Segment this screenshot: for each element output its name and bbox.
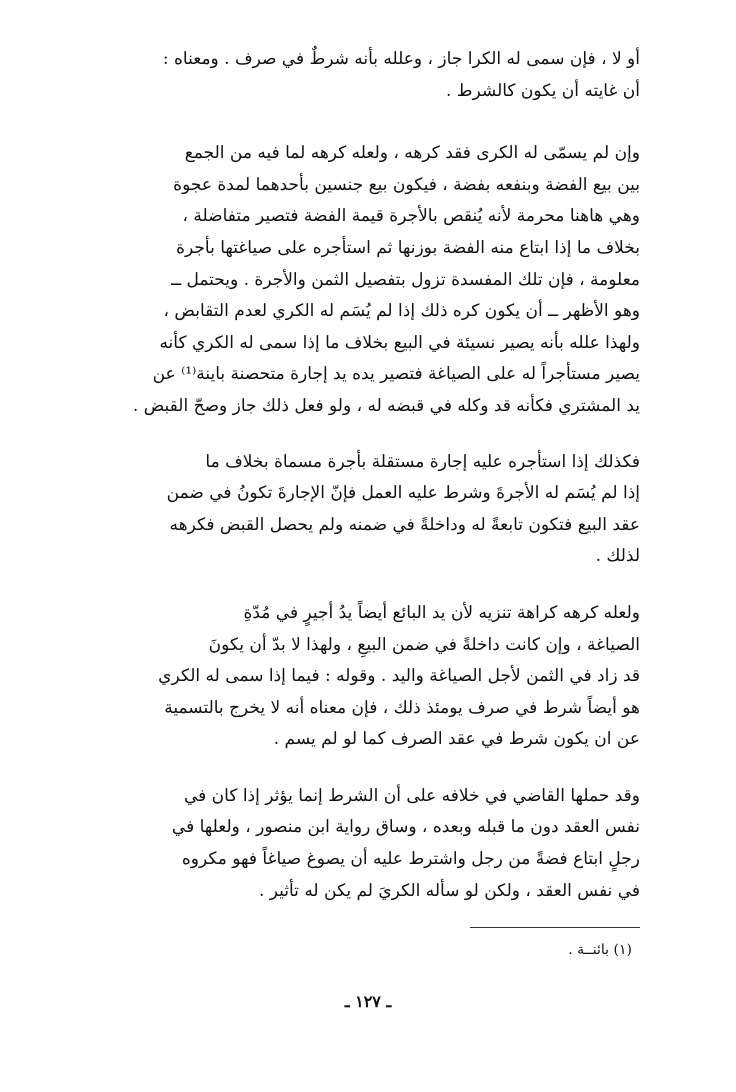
text-line: هو أيضاً شرط في صرف يومئذ ذلك ، فإن معناه أنه لا يخرج بالتسمية	[164, 697, 640, 718]
text-line: وقد حملها القاضي في خلافه على أن الشرط إنما يؤثر إذا كان في	[183, 785, 640, 806]
text-line: إذا لم يُسَم له الأجرةَ وشرط عليه العمل فإنّ الإجارةَ تكونُ في ضمن	[166, 483, 640, 504]
text-line: ولعله كرهه كراهة تنزيه لأن يد البائع أيضاً يدُ أجيرٍ في مُدّةِ	[243, 602, 640, 623]
text-line: ولهذا علله بأنه يصير نسيئة في البيع بخلاف ما إذا سمى له الكري كأنه	[159, 332, 640, 353]
text-line: في نفس العقد ، ولكن لو سأله الكريَ لم يكن له تأثير .	[258, 880, 640, 901]
text-line: يصير مستأجراً له على الصياغة فتصير يده يد إجارة متحصنة باينة⁽¹⁾ عن	[152, 364, 640, 385]
paragraph	[100, 598, 640, 756]
text-line: وهي هاهنا محرمة لأنه يُنقص بالأجرة قيمة الفضة فتصير متفاضلة ،	[182, 206, 640, 227]
page-number: ـ ١٢٧ ـ	[344, 992, 392, 1011]
text-line: بين بيع الفضة وبنفعه بفضة ، فيكون بيع جنسين بأحدهما لمدة عجوة	[173, 174, 640, 195]
text-line: لذلك .	[595, 546, 640, 567]
text-line: فكذلك إذا استأجره عليه إجارة مستقلة بأجرة مسماة بخلاف ما	[205, 451, 640, 472]
text-line: وهو الأظهر ــ أن يكون كره ذلك إذا لم يُسَم له الكري لعدم التقابض ،	[163, 301, 640, 322]
text-line: أن غايته أن يكون كالشرط .	[446, 80, 640, 101]
paragraph	[100, 44, 640, 107]
paragraph	[100, 781, 640, 907]
text-line: بخلاف ما إذا ابتاع منه الفضة بوزنها ثم استأجره على صياغتها بأجرة	[176, 237, 640, 258]
text-line: نفس العقد دون ما قبله وبعده ، وساق رواية ابن منصور ، ولعلها في	[171, 817, 640, 838]
page-body	[100, 44, 640, 907]
text-line: الصياغة ، وإن كانت داخلةً في ضمن البيعِ ، ولهذا لا بدّ أن يكونَ	[208, 634, 640, 655]
text-line: قد زاد في الثمن لأجل الصياغة واليد . وقوله : فيما إذا سمى له الكري	[158, 666, 640, 687]
text-line: عن ان يكون شرط في عقد الصرف كما لو لم يسم .	[273, 729, 640, 750]
paragraph	[100, 138, 640, 422]
text-line: رجلٍ ابتاع فضةً من رجل واشترط عليه أن يصوغ صياغاً فهو مكروه	[181, 849, 640, 870]
text-line: عقد البيع فتكون تابعةً له وداخلةً في ضمنه ولم يحصل القبض فكرهه	[169, 514, 640, 535]
paragraph	[100, 447, 640, 573]
footnote: (١) بائنــة .	[568, 942, 632, 958]
text-line: معلومة ، فإن تلك المفسدة تزول بتفصيل الثمن والأجرة . ويحتمل ــ	[171, 269, 640, 290]
text-line: وإن لم يسمّى له الكرى فقد كرهه ، ولعله كرهه لما فيه من الجمع	[184, 143, 640, 164]
text-line: أو لا ، فإن سمى له الكرا جاز ، وعلله بأنه شرطٌ في صرف . ومعناه :	[162, 49, 640, 69]
footnote-divider	[470, 927, 640, 928]
text-line: يد المشتري فكأنه قد وكله في قبضه له ، ولو فعل ذلك جاز وصحّ القبض .	[132, 395, 640, 416]
